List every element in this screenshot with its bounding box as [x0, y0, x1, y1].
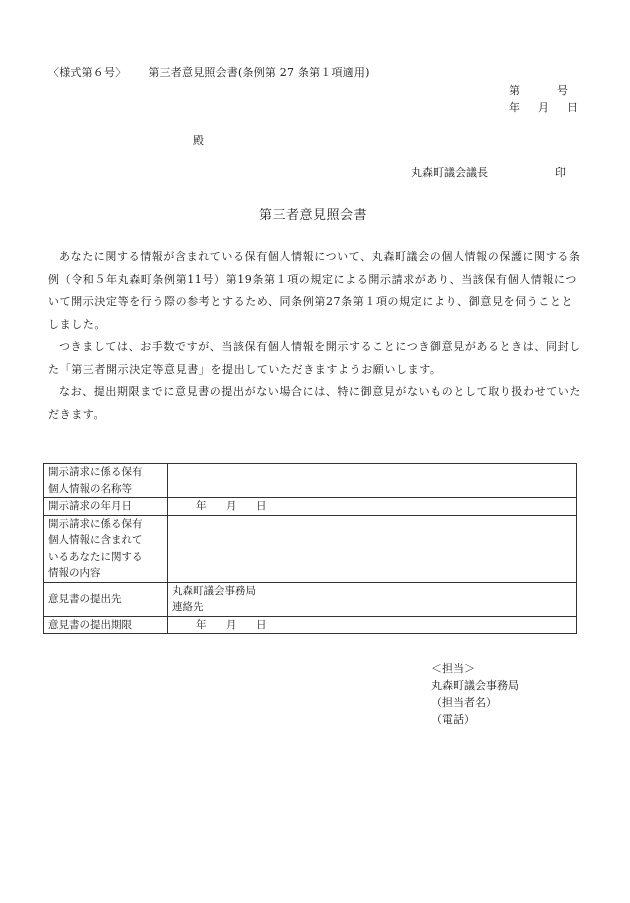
- body-paragraph-2: つきましては、お手数ですが、当該保有個人情報を開示することにつき御意見があるときは、同封した「第三者開示決定等意見書」を提出していただきますようお願いします。: [48, 340, 581, 376]
- row-label-request-date: 開示請求の年月日: [44, 498, 168, 516]
- row-label-deadline: 意見書の提出期限: [44, 616, 168, 634]
- addressee-suffix: 殿: [193, 134, 204, 147]
- table-row: [44, 582, 577, 616]
- table-row: [44, 616, 577, 634]
- body-text: [48, 246, 582, 426]
- issue-date: [509, 99, 578, 115]
- info-table: [43, 463, 577, 634]
- table-row: [44, 515, 577, 582]
- contact-person: （担当者名）: [431, 696, 497, 709]
- issue-date-day: 日: [567, 101, 578, 114]
- body-paragraph-1: あなたに関する情報が含まれている保有個人情報について、丸森町議会の個人情報の保護に関する条例（令和５年丸森町条例第11号）第19条第１項の規定による開示請求があり、当該保有個人情報について開示決定等を行う際の参考とするため、同条例第27条第１項の規定により、御意見を伺うこととしました。: [48, 250, 581, 331]
- row-label-submit-to: 意見書の提出先: [44, 582, 168, 616]
- document-number: [509, 82, 568, 98]
- form-header: [48, 64, 370, 80]
- document-title: 第三者意見照会書: [259, 208, 368, 223]
- contact-block: [431, 660, 519, 728]
- table-row: [44, 464, 577, 498]
- sender-title: 丸森町議会議長: [411, 166, 488, 179]
- seal-mark: 印: [555, 166, 566, 179]
- body-paragraph-3: なお、提出期限までに意見書の提出がない場合には、特に御意見がないものとして取り扱わせていただきます。: [48, 385, 581, 421]
- doc-no-suffix: 号: [557, 84, 568, 97]
- contact-phone: （電話）: [431, 713, 475, 726]
- issue-date-year: 年: [509, 101, 520, 114]
- issue-date-month: 月: [538, 101, 549, 114]
- contact-office: 丸森町議会事務局: [431, 679, 519, 692]
- row-value-submit-to: 丸森町議会事務局 連絡先: [168, 582, 577, 616]
- row-value-deadline: 年 月 日: [168, 616, 577, 634]
- form-number: 〈様式第６号〉: [48, 66, 127, 79]
- row-value-request-date: 年 月 日: [168, 498, 577, 516]
- row-value-info-content: [168, 515, 577, 582]
- table-row: [44, 498, 577, 516]
- row-label-info-content: 開示請求に係る保有 個人情報に含まれて いるあなたに関する 情報の内容: [44, 515, 168, 582]
- form-title: 第三者意見照会書(条例第 27 条第１項適用): [148, 66, 370, 79]
- contact-heading: ＜担当＞: [431, 662, 475, 675]
- row-value-info-name: [168, 464, 577, 498]
- doc-no-prefix: 第: [509, 84, 520, 97]
- row-label-info-name: 開示請求に係る保有 個人情報の名称等: [44, 464, 168, 498]
